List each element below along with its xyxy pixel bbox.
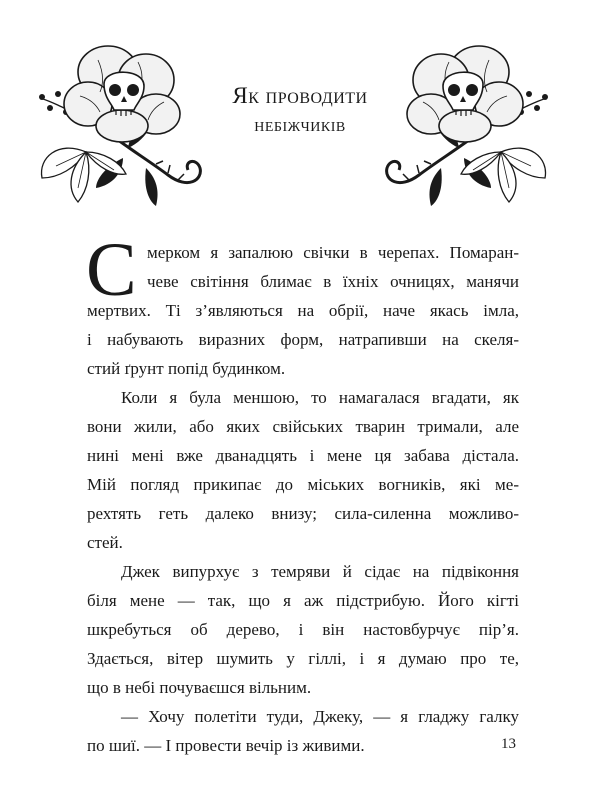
text-line: і набувають виразних форм, натрапивши на скеля- [87,330,519,349]
text-line: стий ґрунт попід будинком. [87,359,286,378]
body-text [87,238,519,760]
text-line: мертвих. Ті з’являються на обрії, наче якась імла, [87,301,519,320]
text-line: Здається, вітер шумить у гіллі, і я думаю про те, [87,649,519,668]
text-line: по шиї. — І провести вечір із живими. [87,736,365,755]
text-line: Джек випурхує з темряви й сідає на підвіконня [121,562,519,581]
drop-cap: С [86,228,137,312]
text-line: рехтять геть далеко внизу; сила-силенна можливо- [87,504,519,523]
text-line: шкребуться об дерево, і він настовбурчує пір’я. [87,620,519,639]
text-line: мерком я запалюю свічки в черепах. Помаран- [147,243,519,262]
text-line: біля мене — так, що я аж підстрибую. Його кігті [87,591,519,610]
chapter-title-line-1: Як проводити [232,83,368,108]
text-line: що в небі почуваєшся вільним. [87,678,312,697]
page-number: 13 [501,736,516,752]
text-line: нині мені вже дванадцять і мене ця забава дістала. [87,446,519,465]
skull-flower-ornament-left [28,40,213,210]
text-line: Коли я була меншою, то намагалася вгадати, як [121,388,519,407]
text-line: чеве світіння блимає в їхніх очницях, манячи [147,272,519,291]
text-line: вони жили, або яких свійських тварин тримали, але [87,417,519,436]
text-line: — Хочу полетіти туди, Джеку, — я гладжу галку [121,707,519,726]
text-line: стей. [87,533,123,552]
skull-flower-ornament-right [374,40,559,210]
text-line: Мій погляд прикипає до міських вогників, які ме- [87,475,519,494]
chapter-title-line-2: небіжчиків [254,114,346,136]
chapter-title [200,82,400,138]
